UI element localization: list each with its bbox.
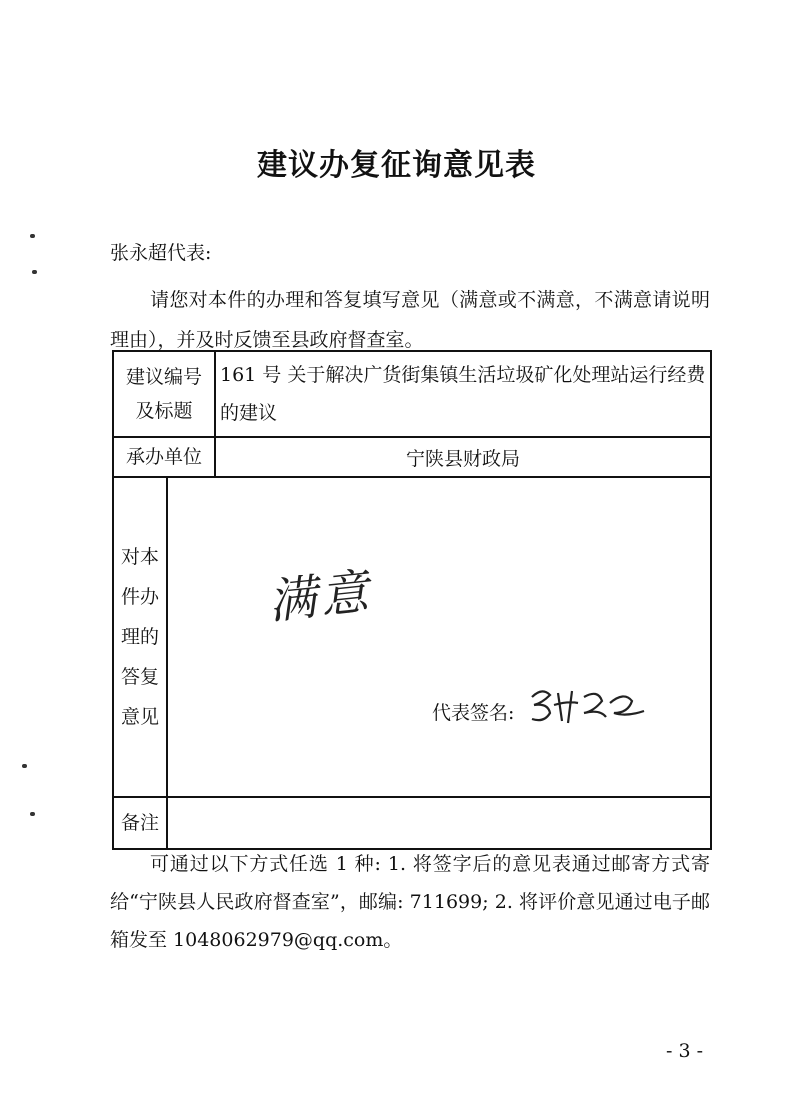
handler-value-cell — [215, 437, 711, 477]
proposal-label: 建议编号及标题 — [125, 366, 202, 422]
intro-paragraph: 请您对本件的办理和答复填写意见（满意或不满意，不满意请说明理由），并及时反馈至县政府督查室。 — [110, 289, 710, 351]
handler-label-cell — [113, 437, 215, 477]
scan-speck — [22, 764, 27, 768]
table-row — [113, 351, 711, 437]
page-title: 建议办复征询意见表 — [257, 148, 536, 183]
opinion-content-cell — [167, 477, 711, 797]
handler-unit: 宁陕县财政局 — [405, 447, 520, 470]
remarks-value-cell — [167, 797, 711, 849]
table-row — [113, 797, 711, 849]
scan-speck — [32, 270, 37, 274]
table-row — [113, 477, 711, 797]
table-row — [113, 437, 711, 477]
page-number: - 3 - — [665, 1040, 703, 1062]
handler-label: 承办单位 — [125, 446, 202, 468]
instructions-paragraph: 可通过以下方式任选 1 种: 1. 将签字后的意见表通过邮寄方式寄给“宁陕县人民政府督查室”，邮编: 711699; 2. 将评价意见通过电子邮箱发至 1048062979@qq.com。 — [110, 853, 710, 951]
proposal-value-cell — [215, 351, 711, 437]
remarks-label-cell — [113, 797, 167, 849]
opinion-label-line: 意见 — [120, 706, 159, 728]
proposal-label-cell — [113, 351, 215, 437]
proposal-title: 161 号 关于解决广货街集镇生活垃圾矿化处理站运行经费的建议 — [220, 364, 706, 424]
opinion-label-line: 对本 — [120, 546, 159, 568]
scan-speck — [30, 234, 35, 238]
remarks-label: 备注 — [120, 812, 159, 834]
handwritten-signature-icon — [528, 683, 648, 728]
opinion-label-cell — [113, 477, 167, 797]
opinion-label-line: 理的 — [120, 626, 159, 648]
salutation: 张永超代表: — [110, 242, 212, 264]
scan-speck — [30, 812, 35, 816]
opinion-form-table — [112, 350, 712, 850]
signature-label: 代表签名: — [432, 702, 515, 724]
handwritten-opinion: 满意 — [265, 563, 376, 631]
opinion-label-line: 答复 — [120, 666, 159, 688]
opinion-label-line: 件办 — [120, 586, 159, 608]
